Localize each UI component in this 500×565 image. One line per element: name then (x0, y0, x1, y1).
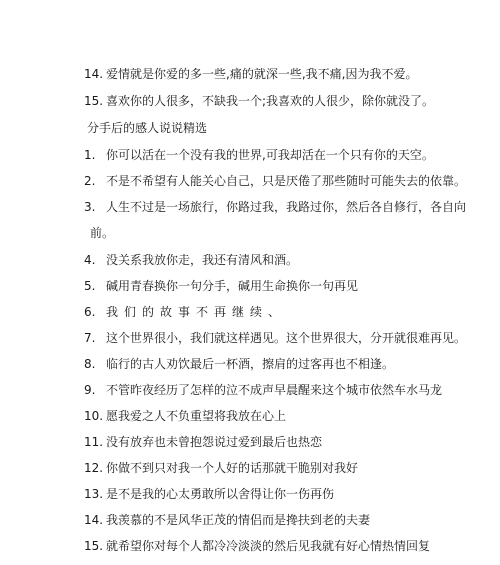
item-text: 这个世界很小，我们就这样遇见。这个世界很大，分开就很难再见。 (106, 331, 467, 345)
item-text: 是不是我的心太勇敢所以舍得让你一伤再伤 (106, 487, 335, 501)
item-number: 6. (84, 305, 96, 319)
section-heading: 分手后的感人说说精选 (87, 121, 208, 135)
item-number: 10. (84, 409, 104, 423)
item-text: 你可以活在一个没有我的世界,可我却活在一个只有你的天空。 (106, 148, 434, 162)
item-number: 7. (84, 331, 96, 345)
item-text: 爱情就是你爱的多一些,痛的就深一些,我不痛,因为我不爱。 (106, 67, 418, 81)
item-text: 喜欢你的人很多，不缺我一个;我喜欢的人很少，除你就没了。 (106, 94, 435, 108)
item-number: 13. (84, 487, 104, 501)
item-number: 1. (84, 148, 96, 162)
item-text: 愿我爱之人不负重望将我放在心上 (106, 409, 287, 423)
item-number: 12. (84, 461, 104, 475)
item-text: 不是不希望有人能关心自己，只是厌倦了那些随时可能失去的依靠。 (106, 174, 467, 188)
item-continuation: 前。 (90, 226, 115, 240)
item-text: 不管昨夜经历了怎样的泣不成声早晨醒来这个城市依然车水马龙 (106, 383, 443, 397)
item-text: 我羡慕的不是风华正茂的情侣而是搀扶到老的夫妻 (106, 513, 371, 527)
item-number: 8. (84, 357, 96, 371)
item-number: 11. (84, 435, 104, 449)
item-number: 14. (84, 67, 104, 81)
item-text: 碱用青春换你一句分手，碱用生命换你一句再见 (106, 279, 359, 293)
item-number: 2. (84, 174, 96, 188)
item-text: 没有放弃也未曾抱怨说过爱到最后也热恋 (106, 435, 323, 449)
item-text: 人生不过是一场旅行，你路过我，我路过你，然后各自修行，各自向 (106, 200, 467, 214)
item-number: 14. (84, 513, 104, 527)
item-text: 你做不到只对我一个人好的话那就干脆别对我好 (106, 461, 359, 475)
item-text: 没关系我放你走，我还有清风和酒。 (106, 253, 299, 267)
item-number: 15. (84, 539, 104, 553)
item-number: 9. (84, 383, 96, 397)
item-text: 我们的故事不再继续、 (106, 305, 287, 319)
item-number: 4. (84, 253, 96, 267)
item-number: 3. (84, 200, 96, 214)
item-text: 就希望你对每个人都冷冷淡淡的然后见我就有好心情热情回复 (106, 539, 431, 553)
item-text: 临行的古人劝饮最后一杯酒，擦肩的过客再也不相逢。 (106, 357, 395, 371)
item-number: 5. (84, 279, 96, 293)
item-number: 15. (84, 94, 104, 108)
